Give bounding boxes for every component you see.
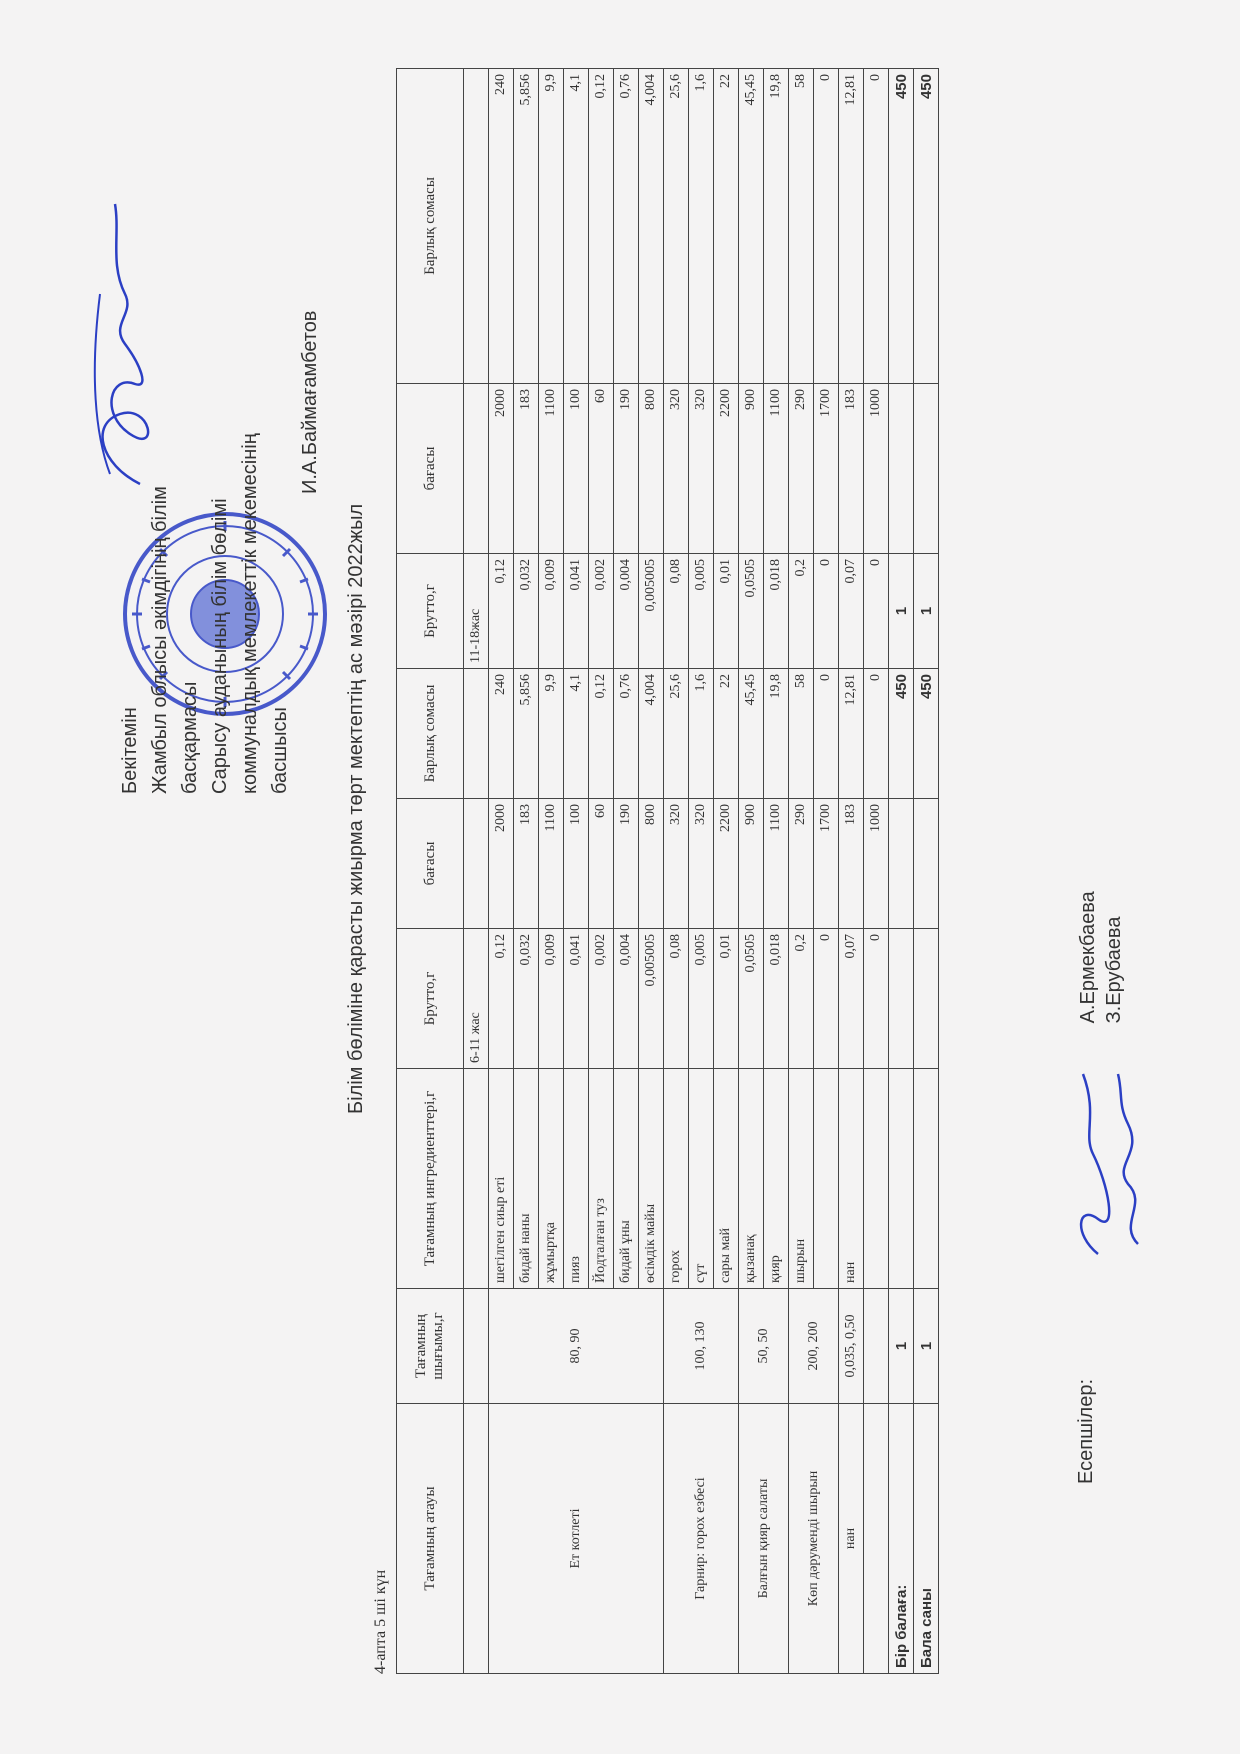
price-cell: 1100 [764, 384, 789, 554]
brutto-cell: 0 [814, 929, 839, 1069]
total-cell: 22 [714, 669, 739, 799]
brutto-cell: 0,032 [514, 554, 539, 669]
price-cell: 1100 [539, 384, 564, 554]
totals-label-cell: Бала саны [914, 1404, 939, 1674]
totals-count-cell: 1 [914, 554, 939, 669]
total-cell: 58 [789, 669, 814, 799]
blank-cell [914, 1069, 939, 1289]
total-cell: 25,6 [664, 669, 689, 799]
approval-line: Бекітемін [119, 707, 141, 794]
brutto-cell: 0,07 [839, 554, 864, 669]
approval-line: басшысы [269, 707, 291, 794]
portion-cell: 0,035, 0,50 [839, 1289, 864, 1404]
price-cell: 183 [839, 384, 864, 554]
brutto-cell: 0,018 [764, 929, 789, 1069]
age-group-label: 6-11 жас [464, 929, 489, 1069]
total-cell: 0 [864, 669, 889, 799]
ingredient-cell: қызанақ [739, 1069, 764, 1289]
blank-cell [889, 1069, 914, 1289]
age-group-label: 11-18жас [464, 554, 489, 669]
blank-cell [914, 799, 939, 929]
price-cell: 60 [589, 799, 614, 929]
price-cell: 900 [739, 384, 764, 554]
total-cell: 25,6 [664, 69, 689, 384]
ingredient-cell: нан [839, 1069, 864, 1289]
blank-cell [914, 929, 939, 1069]
ingredient-cell: қияр [764, 1069, 789, 1289]
approval-line: коммуналдық мемлекеттік мекемесінің [239, 433, 261, 794]
portion-cell [864, 1289, 889, 1404]
ingredient-cell: сүт [689, 1069, 714, 1289]
totals-sum-cell: 450 [889, 669, 914, 799]
age-subheader-row [464, 69, 489, 1674]
price-cell: 290 [789, 799, 814, 929]
total-cell: 5,856 [514, 669, 539, 799]
total-cell: 0,12 [589, 69, 614, 384]
ingredient-cell: горох [664, 1069, 689, 1289]
totals-portion-cell: 1 [889, 1289, 914, 1404]
price-cell: 1000 [864, 384, 889, 554]
portion-cell: 200, 200 [789, 1289, 839, 1404]
total-cell: 0,76 [614, 669, 639, 799]
portion-cell: 50, 50 [739, 1289, 789, 1404]
total-cell: 0 [814, 69, 839, 384]
totals-portion-cell: 1 [914, 1289, 939, 1404]
accountant-name: З.Ерубаева [1103, 916, 1125, 1024]
brutto-cell: 0,2 [789, 554, 814, 669]
price-cell: 183 [514, 384, 539, 554]
brutto-cell: 0,004 [614, 554, 639, 669]
price-cell: 1100 [764, 799, 789, 929]
price-cell: 60 [589, 384, 614, 554]
total-cell: 1,6 [689, 69, 714, 384]
menu-table [396, 68, 939, 1674]
totals-row [914, 69, 939, 1674]
brutto-cell: 0,018 [764, 554, 789, 669]
portion-cell: 100, 130 [664, 1289, 739, 1404]
ingredient-cell: жұмыртқа [539, 1069, 564, 1289]
brutto-cell: 0,005005 [639, 554, 664, 669]
header-total-2: Барлық сомасы [397, 69, 464, 384]
blank-cell [464, 669, 489, 799]
price-cell: 2200 [714, 799, 739, 929]
table-row [664, 69, 689, 1674]
header-dish: Тағамның атауы [397, 1404, 464, 1674]
week-day-label: 4-апта 5 ші күн [372, 1569, 389, 1674]
price-cell: 320 [689, 799, 714, 929]
total-cell: 12,81 [839, 669, 864, 799]
total-cell: 12,81 [839, 69, 864, 384]
brutto-cell: 0,12 [489, 554, 514, 669]
blank-cell [464, 1289, 489, 1404]
table-row [789, 69, 814, 1674]
total-cell: 4,1 [564, 69, 589, 384]
total-cell: 0 [814, 669, 839, 799]
table-row [739, 69, 764, 1674]
dish-name-cell: Көп дәруменді шырын [789, 1404, 839, 1674]
price-cell: 2000 [489, 799, 514, 929]
header-ingredients: Тағамның ингредиенттері,г [397, 1069, 464, 1289]
total-cell: 19,8 [764, 669, 789, 799]
price-cell: 320 [664, 384, 689, 554]
brutto-cell: 0,002 [589, 554, 614, 669]
total-cell: 4,004 [639, 69, 664, 384]
price-cell: 900 [739, 799, 764, 929]
brutto-cell: 0,041 [564, 929, 589, 1069]
price-cell: 183 [514, 799, 539, 929]
total-cell: 45,45 [739, 669, 764, 799]
brutto-cell: 0 [864, 929, 889, 1069]
accountants-names [1075, 891, 1127, 1373]
total-cell: 58 [789, 69, 814, 384]
blank-cell [889, 384, 914, 554]
total-cell: 240 [489, 669, 514, 799]
ingredient-cell: шырын [789, 1069, 814, 1289]
total-cell: 0,12 [589, 669, 614, 799]
total-cell: 22 [714, 69, 739, 384]
price-cell: 2200 [714, 384, 739, 554]
brutto-cell: 0,005 [689, 929, 714, 1069]
price-cell: 183 [839, 799, 864, 929]
price-cell: 290 [789, 384, 814, 554]
approval-block [115, 154, 325, 794]
total-cell: 240 [489, 69, 514, 384]
price-cell: 800 [639, 799, 664, 929]
table-header-row [397, 69, 464, 1674]
total-cell: 4,1 [564, 669, 589, 799]
blank-cell [889, 929, 914, 1069]
price-cell: 100 [564, 799, 589, 929]
header-price-1: бағасы [397, 799, 464, 929]
brutto-cell: 0,005005 [639, 929, 664, 1069]
totals-sum-cell: 450 [914, 69, 939, 384]
ingredient-cell: сары май [714, 1069, 739, 1289]
brutto-cell: 0,08 [664, 554, 689, 669]
dish-name-cell: Балғын қияр салаты [739, 1404, 789, 1674]
price-cell: 1000 [864, 799, 889, 929]
total-cell: 0 [864, 69, 889, 384]
brutto-cell: 0,01 [714, 554, 739, 669]
price-cell: 320 [664, 799, 689, 929]
approval-line: Жамбыл облысы әкімдігінің білім [149, 486, 171, 794]
brutto-cell: 0,08 [664, 929, 689, 1069]
dish-name-cell: Гарнир: горох езбесі [664, 1404, 739, 1674]
approver-name: И.А.Баймағамбетов [299, 310, 321, 494]
blank-cell [889, 799, 914, 929]
table-row [489, 69, 514, 1674]
blank-cell [464, 799, 489, 929]
approval-line: Сарысу ауданының білім бөлімі [209, 498, 231, 794]
brutto-cell: 0,2 [789, 929, 814, 1069]
ingredient-cell: Йодталған туз [589, 1069, 614, 1289]
ingredient-cell: өсімдік майы [639, 1069, 664, 1289]
dish-name-cell [864, 1404, 889, 1674]
blank-cell [464, 69, 489, 384]
price-cell: 800 [639, 384, 664, 554]
price-cell: 190 [614, 384, 639, 554]
total-cell: 0,76 [614, 69, 639, 384]
brutto-cell: 0,009 [539, 929, 564, 1069]
total-cell: 1,6 [689, 669, 714, 799]
price-cell: 320 [689, 384, 714, 554]
price-cell: 2000 [489, 384, 514, 554]
header-total-1: Барлық сомасы [397, 669, 464, 799]
header-price-2: бағасы [397, 384, 464, 554]
approval-line: басқармасы [179, 681, 201, 794]
ingredient-cell [814, 1069, 839, 1289]
ingredient-cell: пияз [564, 1069, 589, 1289]
accountants-label: Есепшілер: [1075, 1378, 1097, 1484]
price-cell: 100 [564, 384, 589, 554]
ingredient-cell: бидай наны [514, 1069, 539, 1289]
blank-cell [464, 1069, 489, 1289]
ingredient-cell [864, 1069, 889, 1289]
brutto-cell: 0,009 [539, 554, 564, 669]
total-cell: 9,9 [539, 669, 564, 799]
totals-sum-cell: 450 [889, 69, 914, 384]
header-brutto-2: Брутто,г [397, 554, 464, 669]
total-cell: 45,45 [739, 69, 764, 384]
brutto-cell: 0,0505 [739, 929, 764, 1069]
dish-name-cell: нан [839, 1404, 864, 1674]
brutto-cell: 0,041 [564, 554, 589, 669]
ingredient-cell: бидай ұны [614, 1069, 639, 1289]
brutto-cell: 0,002 [589, 929, 614, 1069]
blank-cell [914, 384, 939, 554]
table-row [839, 69, 864, 1674]
total-cell: 9,9 [539, 69, 564, 384]
total-cell: 19,8 [764, 69, 789, 384]
header-brutto-1: Брутто,г [397, 929, 464, 1069]
price-cell: 1700 [814, 799, 839, 929]
totals-sum-cell: 450 [914, 669, 939, 799]
page-title: Білім бөліміне қарасты жиырма төрт мектептің ас мәзірі 2022жыл [345, 503, 367, 1114]
brutto-cell: 0,004 [614, 929, 639, 1069]
brutto-cell: 0,005 [689, 554, 714, 669]
ingredient-cell: шегілген сиыр еті [489, 1069, 514, 1289]
brutto-cell: 0,0505 [739, 554, 764, 669]
blank-cell [464, 384, 489, 554]
blank-cell [464, 1404, 489, 1674]
total-cell: 4,004 [639, 669, 664, 799]
brutto-cell: 0,07 [839, 929, 864, 1069]
price-cell: 1700 [814, 384, 839, 554]
portion-cell: 80, 90 [489, 1289, 664, 1404]
dish-name-cell: Ет котлеті [489, 1404, 664, 1674]
accountants-block [1075, 891, 1127, 1484]
table-row [864, 69, 889, 1674]
totals-row [889, 69, 914, 1674]
brutto-cell: 0,01 [714, 929, 739, 1069]
total-cell: 5,856 [514, 69, 539, 384]
accountant-name: А.Ермекбаева [1077, 891, 1099, 1024]
totals-label-cell: Бір балаға: [889, 1404, 914, 1674]
brutto-cell: 0 [814, 554, 839, 669]
brutto-cell: 0,032 [514, 929, 539, 1069]
menu-table-body [464, 69, 939, 1674]
brutto-cell: 0 [864, 554, 889, 669]
totals-count-cell: 1 [889, 554, 914, 669]
price-cell: 190 [614, 799, 639, 929]
price-cell: 1100 [539, 799, 564, 929]
header-portion: Тағамның шығымы,г [397, 1289, 464, 1404]
brutto-cell: 0,12 [489, 929, 514, 1069]
